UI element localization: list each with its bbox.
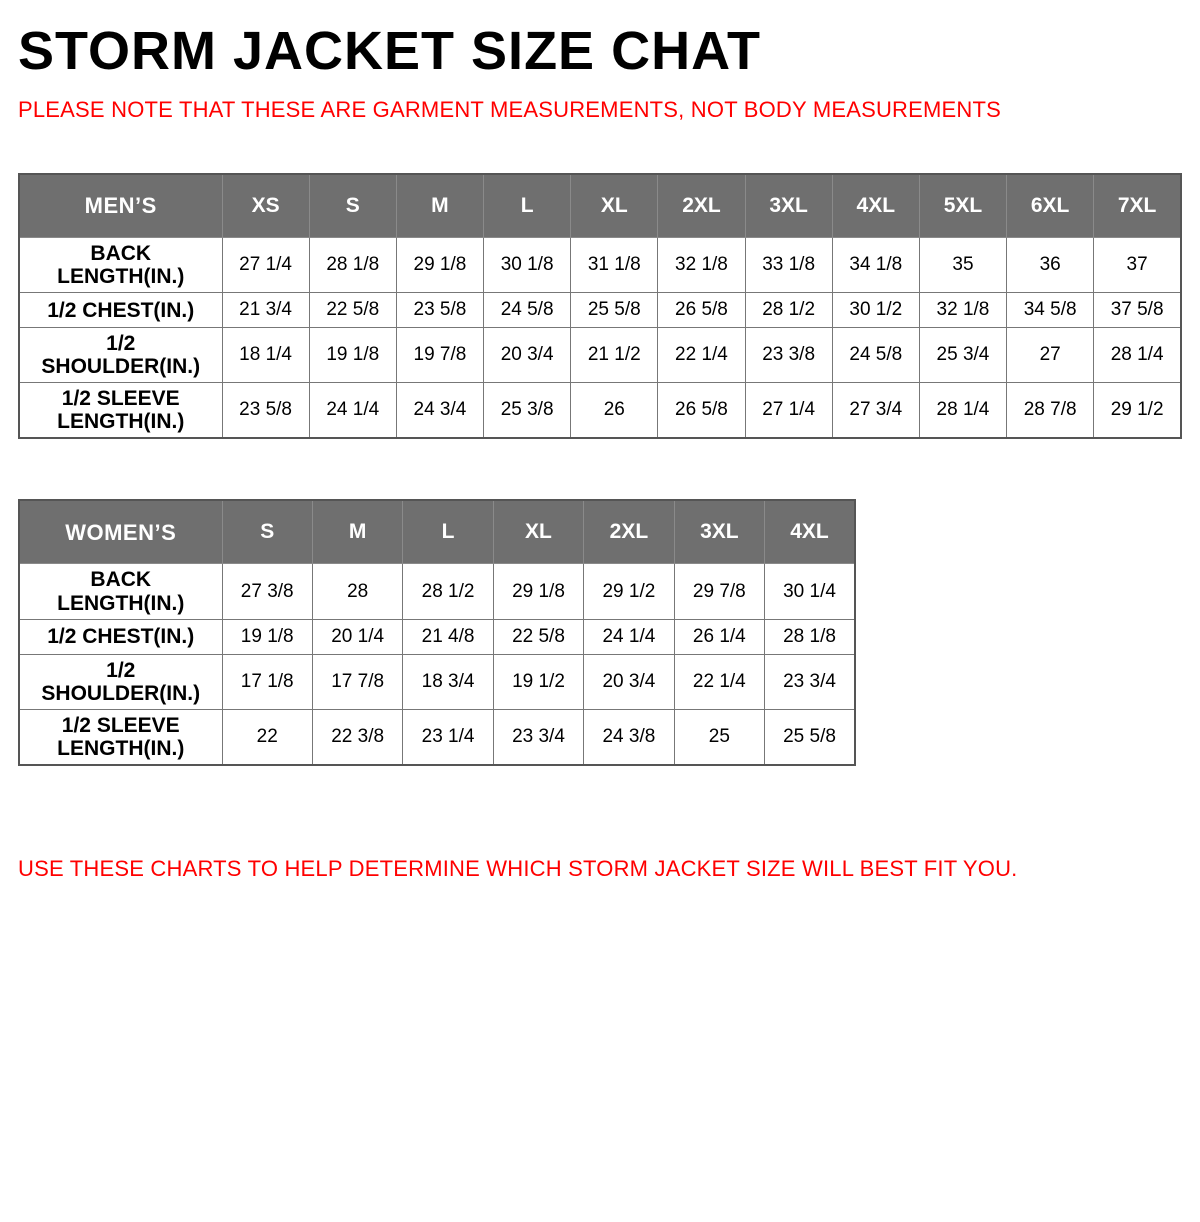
size-header-2xl: 2XL (658, 174, 745, 238)
measurement-label: 1/2 CHEST(IN.) (19, 619, 222, 654)
measurement-value: 26 5/8 (658, 293, 745, 328)
measurement-value: 37 (1094, 238, 1181, 293)
measurement-value: 19 1/8 (222, 619, 312, 654)
size-header-l: L (403, 500, 493, 564)
measurement-value: 32 1/8 (919, 293, 1006, 328)
measurement-label: 1/2 SHOULDER(IN.) (19, 654, 222, 709)
measurement-value: 35 (919, 238, 1006, 293)
table-header-row (19, 174, 1181, 238)
measurement-value: 26 5/8 (658, 383, 745, 439)
measurement-value: 25 5/8 (571, 293, 658, 328)
womens-table-header (19, 500, 855, 564)
size-header-m: M (312, 500, 402, 564)
size-header-4xl: 4XL (765, 500, 855, 564)
measurement-value: 22 5/8 (493, 619, 583, 654)
measurement-value: 27 1/4 (222, 238, 309, 293)
size-header-3xl: 3XL (674, 500, 764, 564)
measurement-value: 18 1/4 (222, 328, 309, 383)
measurement-value: 28 1/4 (919, 383, 1006, 439)
measurement-value: 20 3/4 (584, 654, 674, 709)
size-header-l: L (484, 174, 571, 238)
table-row (19, 293, 1181, 328)
measurement-value: 30 1/8 (484, 238, 571, 293)
measurement-value: 22 1/4 (658, 328, 745, 383)
table-header-row (19, 500, 855, 564)
measurement-value: 28 1/4 (1094, 328, 1181, 383)
size-header-4xl: 4XL (832, 174, 919, 238)
footer-note: USE THESE CHARTS TO HELP DETERMINE WHICH STORM JACKET SIZE WILL BEST FIT YOU. (18, 855, 1018, 881)
measurement-value: 23 3/8 (745, 328, 832, 383)
measurement-value: 32 1/8 (658, 238, 745, 293)
mens-size-table (18, 173, 1182, 439)
measurement-value: 19 7/8 (396, 328, 483, 383)
measurement-value: 23 1/4 (403, 709, 493, 765)
measurement-value: 24 3/8 (584, 709, 674, 765)
page-title: STORM JACKET SIZE CHAT (18, 21, 762, 81)
size-header-2xl: 2XL (584, 500, 674, 564)
table-row (19, 564, 855, 619)
measurement-value: 24 5/8 (832, 328, 919, 383)
measurement-value: 23 3/4 (765, 654, 855, 709)
measurement-label: 1/2 SLEEVE LENGTH(IN.) (19, 709, 222, 765)
measurement-value: 29 1/8 (396, 238, 483, 293)
table-row (19, 654, 855, 709)
measurement-value: 29 1/2 (1094, 383, 1181, 439)
measurement-value: 34 1/8 (832, 238, 919, 293)
womens-corner-label: WOMEN’S (19, 500, 222, 564)
measurement-value: 34 5/8 (1007, 293, 1094, 328)
size-header-xl: XL (571, 174, 658, 238)
measurement-value: 28 1/2 (745, 293, 832, 328)
measurement-value: 33 1/8 (745, 238, 832, 293)
measurement-value: 36 (1007, 238, 1094, 293)
measurement-value: 23 3/4 (493, 709, 583, 765)
table-row (19, 619, 855, 654)
size-header-5xl: 5XL (919, 174, 1006, 238)
measurement-value: 25 5/8 (765, 709, 855, 765)
size-header-6xl: 6XL (1007, 174, 1094, 238)
size-header-s: S (309, 174, 396, 238)
measurement-value: 25 (674, 709, 764, 765)
measurement-value: 29 1/8 (493, 564, 583, 619)
size-header-s: S (222, 500, 312, 564)
measurement-value: 27 (1007, 328, 1094, 383)
measurement-value: 22 1/4 (674, 654, 764, 709)
measurement-value: 30 1/4 (765, 564, 855, 619)
measurement-label: BACK LENGTH(IN.) (19, 564, 222, 619)
measurement-value: 37 5/8 (1094, 293, 1181, 328)
measurement-value: 29 7/8 (674, 564, 764, 619)
measurement-value: 31 1/8 (571, 238, 658, 293)
womens-table-body (19, 564, 855, 765)
measurement-value: 27 3/8 (222, 564, 312, 619)
measurement-value: 27 3/4 (832, 383, 919, 439)
measurement-value: 19 1/2 (493, 654, 583, 709)
measurement-value: 28 1/8 (309, 238, 396, 293)
size-header-m: M (396, 174, 483, 238)
measurement-value: 28 1/8 (765, 619, 855, 654)
measurement-value: 20 3/4 (484, 328, 571, 383)
measurement-value: 21 4/8 (403, 619, 493, 654)
mens-table-section (18, 173, 1182, 439)
measurement-value: 28 1/2 (403, 564, 493, 619)
measurement-value: 23 5/8 (396, 293, 483, 328)
measurement-value: 18 3/4 (403, 654, 493, 709)
measurement-value: 22 5/8 (309, 293, 396, 328)
measurement-value: 17 7/8 (312, 654, 402, 709)
measurement-value: 26 1/4 (674, 619, 764, 654)
table-row (19, 383, 1181, 439)
measurement-value: 23 5/8 (222, 383, 309, 439)
measurement-value: 24 3/4 (396, 383, 483, 439)
measurement-value: 26 (571, 383, 658, 439)
size-chart-page (0, 22, 1200, 1222)
mens-table-header (19, 174, 1181, 238)
measurement-value: 29 1/2 (584, 564, 674, 619)
measurement-value: 30 1/2 (832, 293, 919, 328)
measurement-value: 22 3/8 (312, 709, 402, 765)
measurement-value: 20 1/4 (312, 619, 402, 654)
measurement-label: 1/2 SLEEVE LENGTH(IN.) (19, 383, 222, 439)
measurement-note: PLEASE NOTE THAT THESE ARE GARMENT MEASUREMENTS, NOT BODY MEASUREMENTS (18, 97, 1002, 123)
mens-corner-label: MEN’S (19, 174, 222, 238)
mens-table-body (19, 238, 1181, 439)
size-header-3xl: 3XL (745, 174, 832, 238)
measurement-value: 21 1/2 (571, 328, 658, 383)
measurement-label: BACK LENGTH(IN.) (19, 238, 222, 293)
measurement-value: 24 1/4 (309, 383, 396, 439)
size-header-7xl: 7XL (1094, 174, 1181, 238)
measurement-label: 1/2 SHOULDER(IN.) (19, 328, 222, 383)
size-header-xs: XS (222, 174, 309, 238)
measurement-value: 28 7/8 (1007, 383, 1094, 439)
table-row (19, 709, 855, 765)
size-header-xl: XL (493, 500, 583, 564)
measurement-value: 28 (312, 564, 402, 619)
table-row (19, 328, 1181, 383)
measurement-value: 24 5/8 (484, 293, 571, 328)
womens-size-table (18, 499, 856, 765)
table-row (19, 238, 1181, 293)
measurement-value: 22 (222, 709, 312, 765)
measurement-value: 19 1/8 (309, 328, 396, 383)
measurement-value: 17 1/8 (222, 654, 312, 709)
measurement-label: 1/2 CHEST(IN.) (19, 293, 222, 328)
womens-table-section (18, 499, 1182, 765)
measurement-value: 25 3/4 (919, 328, 1006, 383)
measurement-value: 24 1/4 (584, 619, 674, 654)
measurement-value: 25 3/8 (484, 383, 571, 439)
measurement-value: 27 1/4 (745, 383, 832, 439)
measurement-value: 21 3/4 (222, 293, 309, 328)
